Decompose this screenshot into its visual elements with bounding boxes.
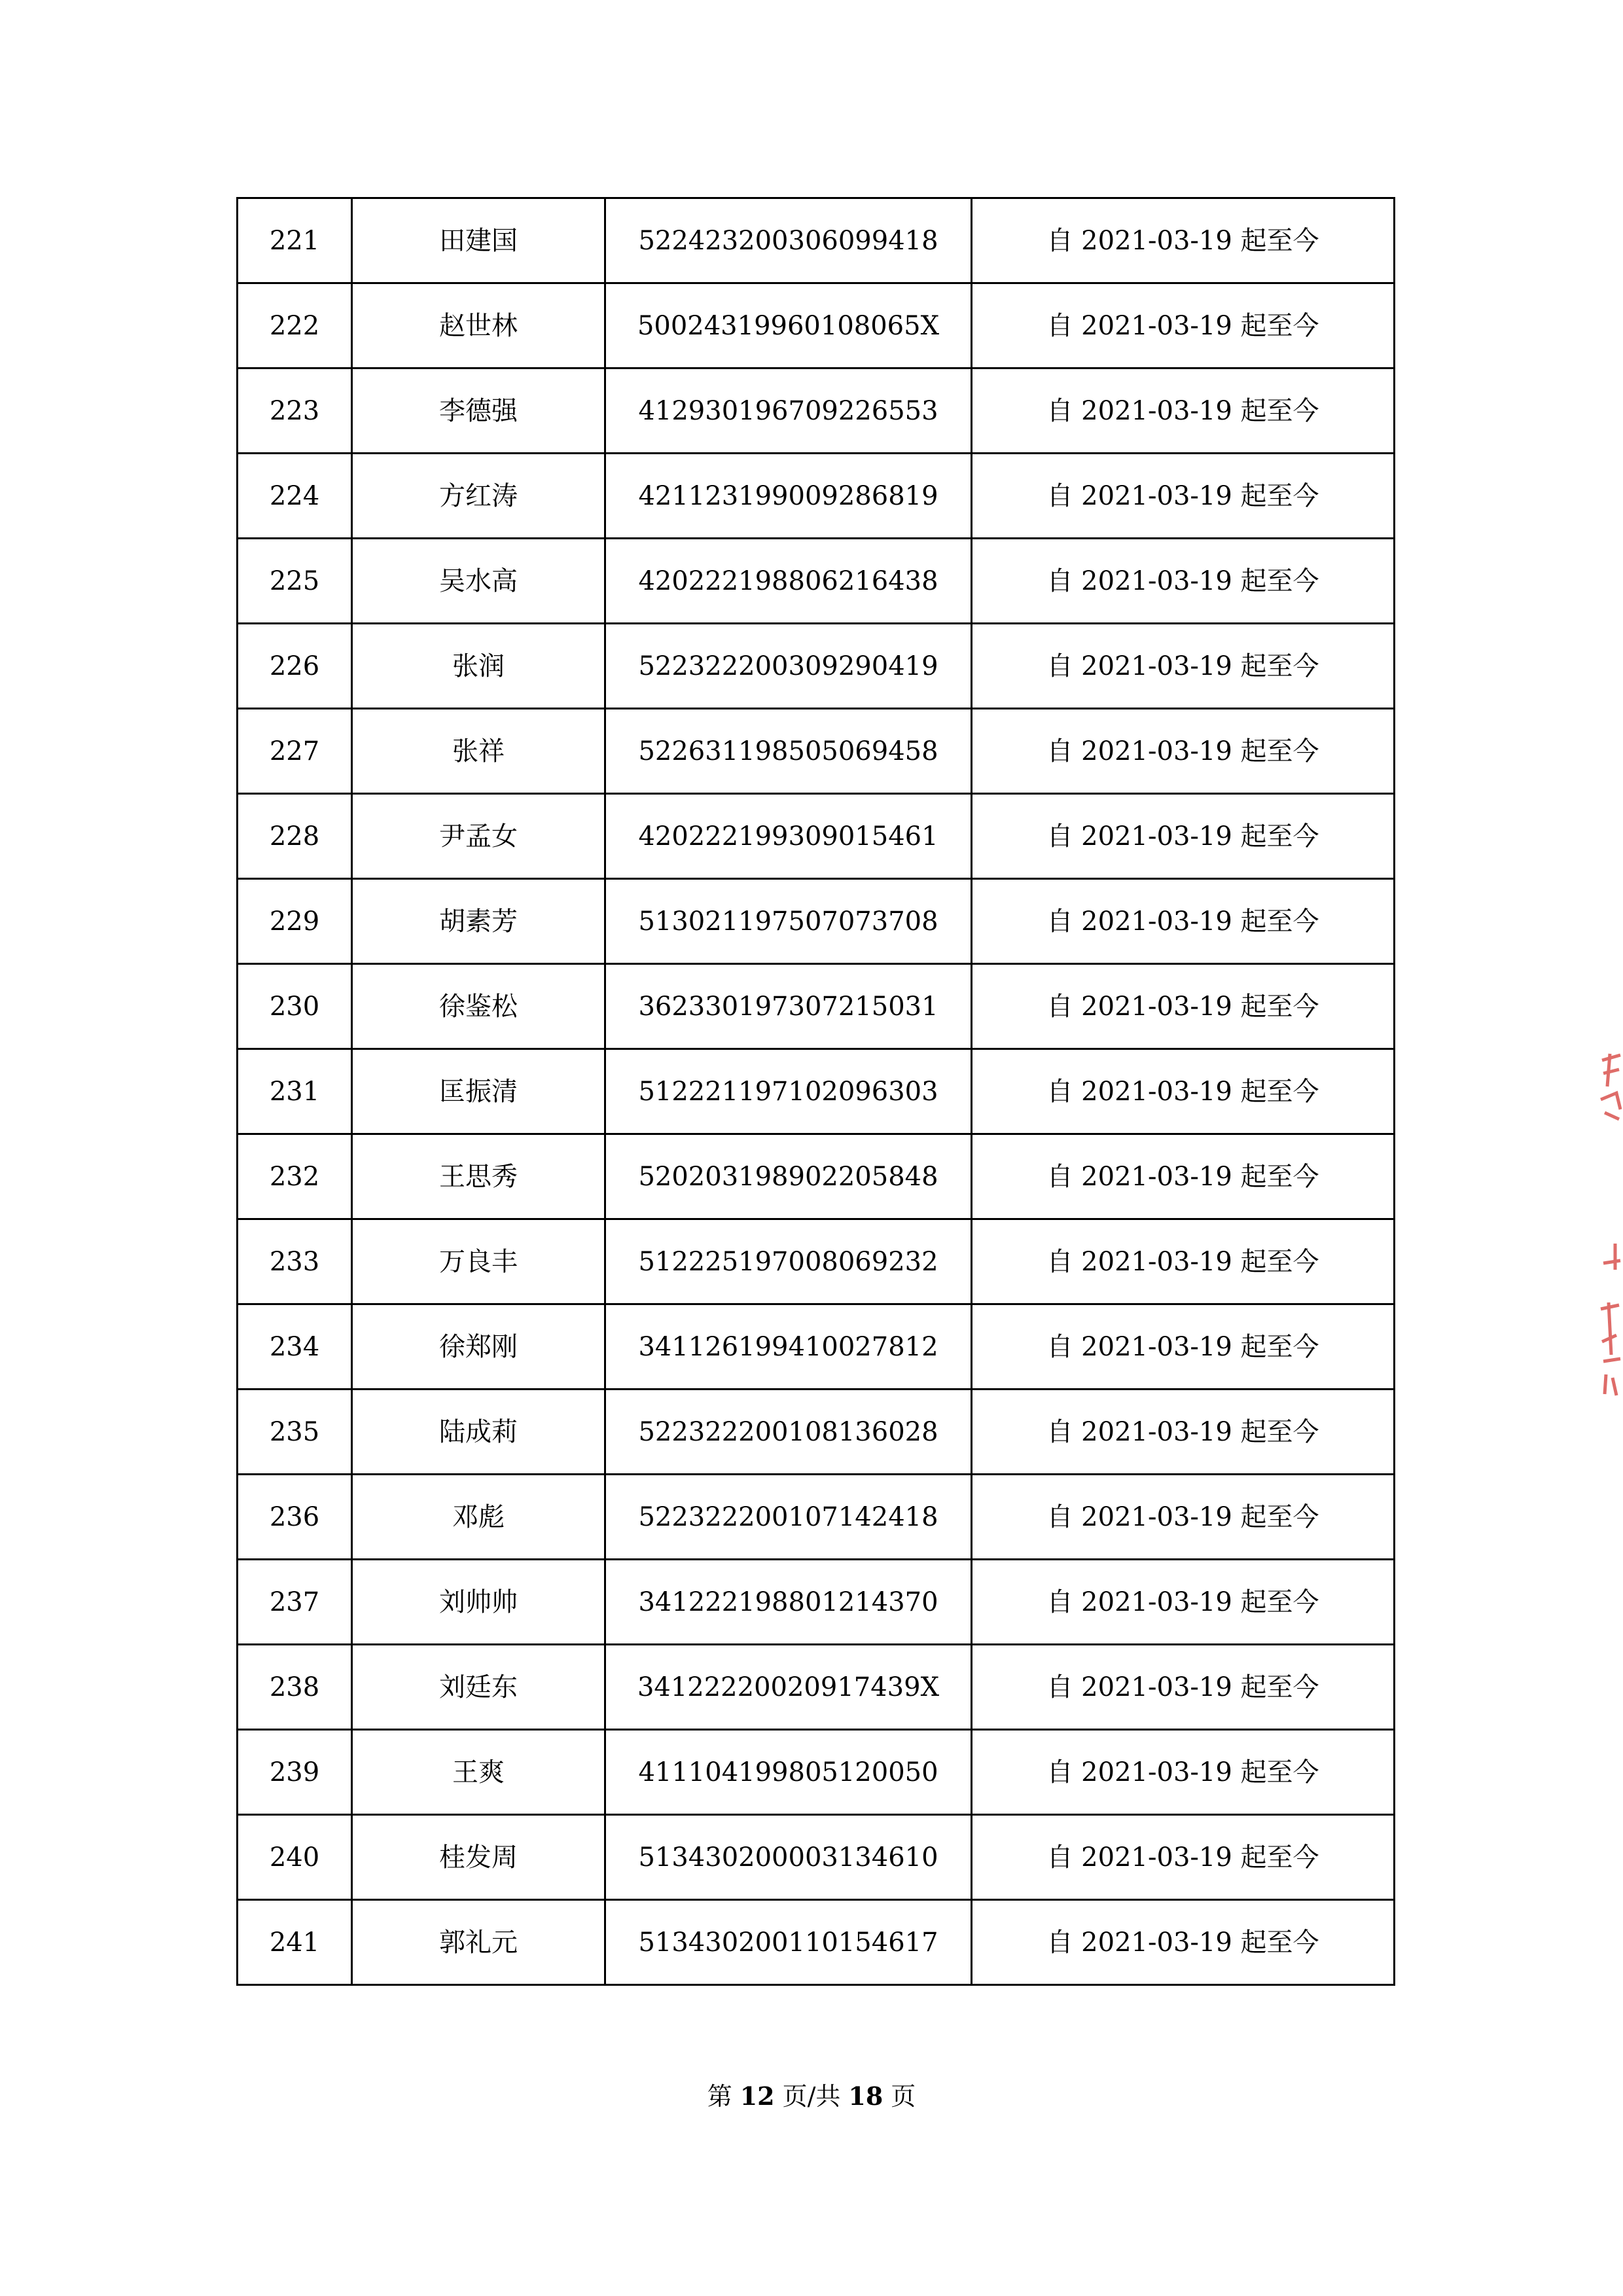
seq-cell: 232 <box>238 1134 352 1219</box>
table-row <box>238 1815 1395 1900</box>
period-cell: 自 2021-03-19 起至今 <box>972 1219 1395 1304</box>
table-row <box>238 198 1395 283</box>
table-row <box>238 454 1395 539</box>
period-cell: 自 2021-03-19 起至今 <box>972 454 1395 539</box>
period-cell: 自 2021-03-19 起至今 <box>972 283 1395 368</box>
period-cell: 自 2021-03-19 起至今 <box>972 1049 1395 1134</box>
footer-total-pages: 18 <box>848 2081 883 2111</box>
id-number-cell: 522631198505069458 <box>605 709 972 794</box>
id-number-cell: 513430200003134610 <box>605 1815 972 1900</box>
name-cell: 赵世林 <box>352 283 605 368</box>
period-cell: 自 2021-03-19 起至今 <box>972 1134 1395 1219</box>
table-row <box>238 1390 1395 1475</box>
id-number-cell: 411104199805120050 <box>605 1730 972 1815</box>
period-cell: 自 2021-03-19 起至今 <box>972 624 1395 709</box>
period-cell: 自 2021-03-19 起至今 <box>972 1730 1395 1815</box>
roster-body <box>238 198 1395 1985</box>
table-row <box>238 1645 1395 1730</box>
table-row <box>238 1049 1395 1134</box>
table-row <box>238 1730 1395 1815</box>
red-seal-fragment <box>1597 1047 1623 1401</box>
table-row <box>238 1134 1395 1219</box>
id-number-cell: 522423200306099418 <box>605 198 972 283</box>
period-cell: 自 2021-03-19 起至今 <box>972 1815 1395 1900</box>
period-cell: 自 2021-03-19 起至今 <box>972 794 1395 879</box>
period-cell: 自 2021-03-19 起至今 <box>972 1900 1395 1985</box>
name-cell: 张润 <box>352 624 605 709</box>
seq-cell: 236 <box>238 1475 352 1560</box>
name-cell: 张祥 <box>352 709 605 794</box>
period-cell: 自 2021-03-19 起至今 <box>972 709 1395 794</box>
table-row <box>238 624 1395 709</box>
id-number-cell: 420222198806216438 <box>605 539 972 624</box>
table-row <box>238 1475 1395 1560</box>
seq-cell: 240 <box>238 1815 352 1900</box>
name-cell: 方红涛 <box>352 454 605 539</box>
name-cell: 邓彪 <box>352 1475 605 1560</box>
name-cell: 王思秀 <box>352 1134 605 1219</box>
table-row <box>238 1560 1395 1645</box>
footer-middle: 页/共 <box>782 2082 841 2111</box>
seq-cell: 238 <box>238 1645 352 1730</box>
table-row <box>238 709 1395 794</box>
seq-cell: 222 <box>238 283 352 368</box>
seq-cell: 231 <box>238 1049 352 1134</box>
id-number-cell: 522322200107142418 <box>605 1475 972 1560</box>
seq-cell: 223 <box>238 368 352 454</box>
name-cell: 万良丰 <box>352 1219 605 1304</box>
id-number-cell: 412930196709226553 <box>605 368 972 454</box>
table-row <box>238 368 1395 454</box>
table-row <box>238 1219 1395 1304</box>
id-number-cell: 512221197102096303 <box>605 1049 972 1134</box>
id-number-cell: 513430200110154617 <box>605 1900 972 1985</box>
seq-cell: 228 <box>238 794 352 879</box>
name-cell: 吴水高 <box>352 539 605 624</box>
id-number-cell: 520203198902205848 <box>605 1134 972 1219</box>
name-cell: 郭礼元 <box>352 1900 605 1985</box>
seq-cell: 241 <box>238 1900 352 1985</box>
period-cell: 自 2021-03-19 起至今 <box>972 1390 1395 1475</box>
id-number-cell: 362330197307215031 <box>605 964 972 1049</box>
name-cell: 徐鉴松 <box>352 964 605 1049</box>
id-number-cell: 513021197507073708 <box>605 879 972 964</box>
seq-cell: 224 <box>238 454 352 539</box>
table-row <box>238 964 1395 1049</box>
table-row <box>238 794 1395 879</box>
period-cell: 自 2021-03-19 起至今 <box>972 1475 1395 1560</box>
seq-cell: 229 <box>238 879 352 964</box>
id-number-cell: 50024319960108065X <box>605 283 972 368</box>
name-cell: 王爽 <box>352 1730 605 1815</box>
name-cell: 桂发周 <box>352 1815 605 1900</box>
name-cell: 徐郑刚 <box>352 1304 605 1390</box>
period-cell: 自 2021-03-19 起至今 <box>972 198 1395 283</box>
name-cell: 田建国 <box>352 198 605 283</box>
table-row <box>238 879 1395 964</box>
page-footer <box>0 2081 1623 2111</box>
period-cell: 自 2021-03-19 起至今 <box>972 1645 1395 1730</box>
id-number-cell: 421123199009286819 <box>605 454 972 539</box>
period-cell: 自 2021-03-19 起至今 <box>972 1560 1395 1645</box>
id-number-cell: 512225197008069232 <box>605 1219 972 1304</box>
period-cell: 自 2021-03-19 起至今 <box>972 879 1395 964</box>
seq-cell: 237 <box>238 1560 352 1645</box>
seq-cell: 239 <box>238 1730 352 1815</box>
seq-cell: 226 <box>238 624 352 709</box>
footer-prefix: 第 <box>707 2082 732 2111</box>
id-number-cell: 34122220020917439X <box>605 1645 972 1730</box>
period-cell: 自 2021-03-19 起至今 <box>972 964 1395 1049</box>
name-cell: 陆成莉 <box>352 1390 605 1475</box>
id-number-cell: 522322200309290419 <box>605 624 972 709</box>
name-cell: 刘帅帅 <box>352 1560 605 1645</box>
id-number-cell: 341222198801214370 <box>605 1560 972 1645</box>
seq-cell: 230 <box>238 964 352 1049</box>
seq-cell: 227 <box>238 709 352 794</box>
roster-table <box>236 197 1395 1986</box>
name-cell: 刘廷东 <box>352 1645 605 1730</box>
id-number-cell: 420222199309015461 <box>605 794 972 879</box>
seq-cell: 233 <box>238 1219 352 1304</box>
table-row <box>238 539 1395 624</box>
name-cell: 尹孟女 <box>352 794 605 879</box>
period-cell: 自 2021-03-19 起至今 <box>972 368 1395 454</box>
footer-suffix: 页 <box>891 2082 916 2111</box>
period-cell: 自 2021-03-19 起至今 <box>972 539 1395 624</box>
seq-cell: 235 <box>238 1390 352 1475</box>
seq-cell: 221 <box>238 198 352 283</box>
name-cell: 胡素芳 <box>352 879 605 964</box>
period-cell: 自 2021-03-19 起至今 <box>972 1304 1395 1390</box>
table-row <box>238 283 1395 368</box>
name-cell: 李德强 <box>352 368 605 454</box>
table-row <box>238 1900 1395 1985</box>
footer-page-number: 12 <box>740 2081 775 2111</box>
table-row <box>238 1304 1395 1390</box>
name-cell: 匡振清 <box>352 1049 605 1134</box>
seq-cell: 225 <box>238 539 352 624</box>
id-number-cell: 341126199410027812 <box>605 1304 972 1390</box>
id-number-cell: 522322200108136028 <box>605 1390 972 1475</box>
seq-cell: 234 <box>238 1304 352 1390</box>
